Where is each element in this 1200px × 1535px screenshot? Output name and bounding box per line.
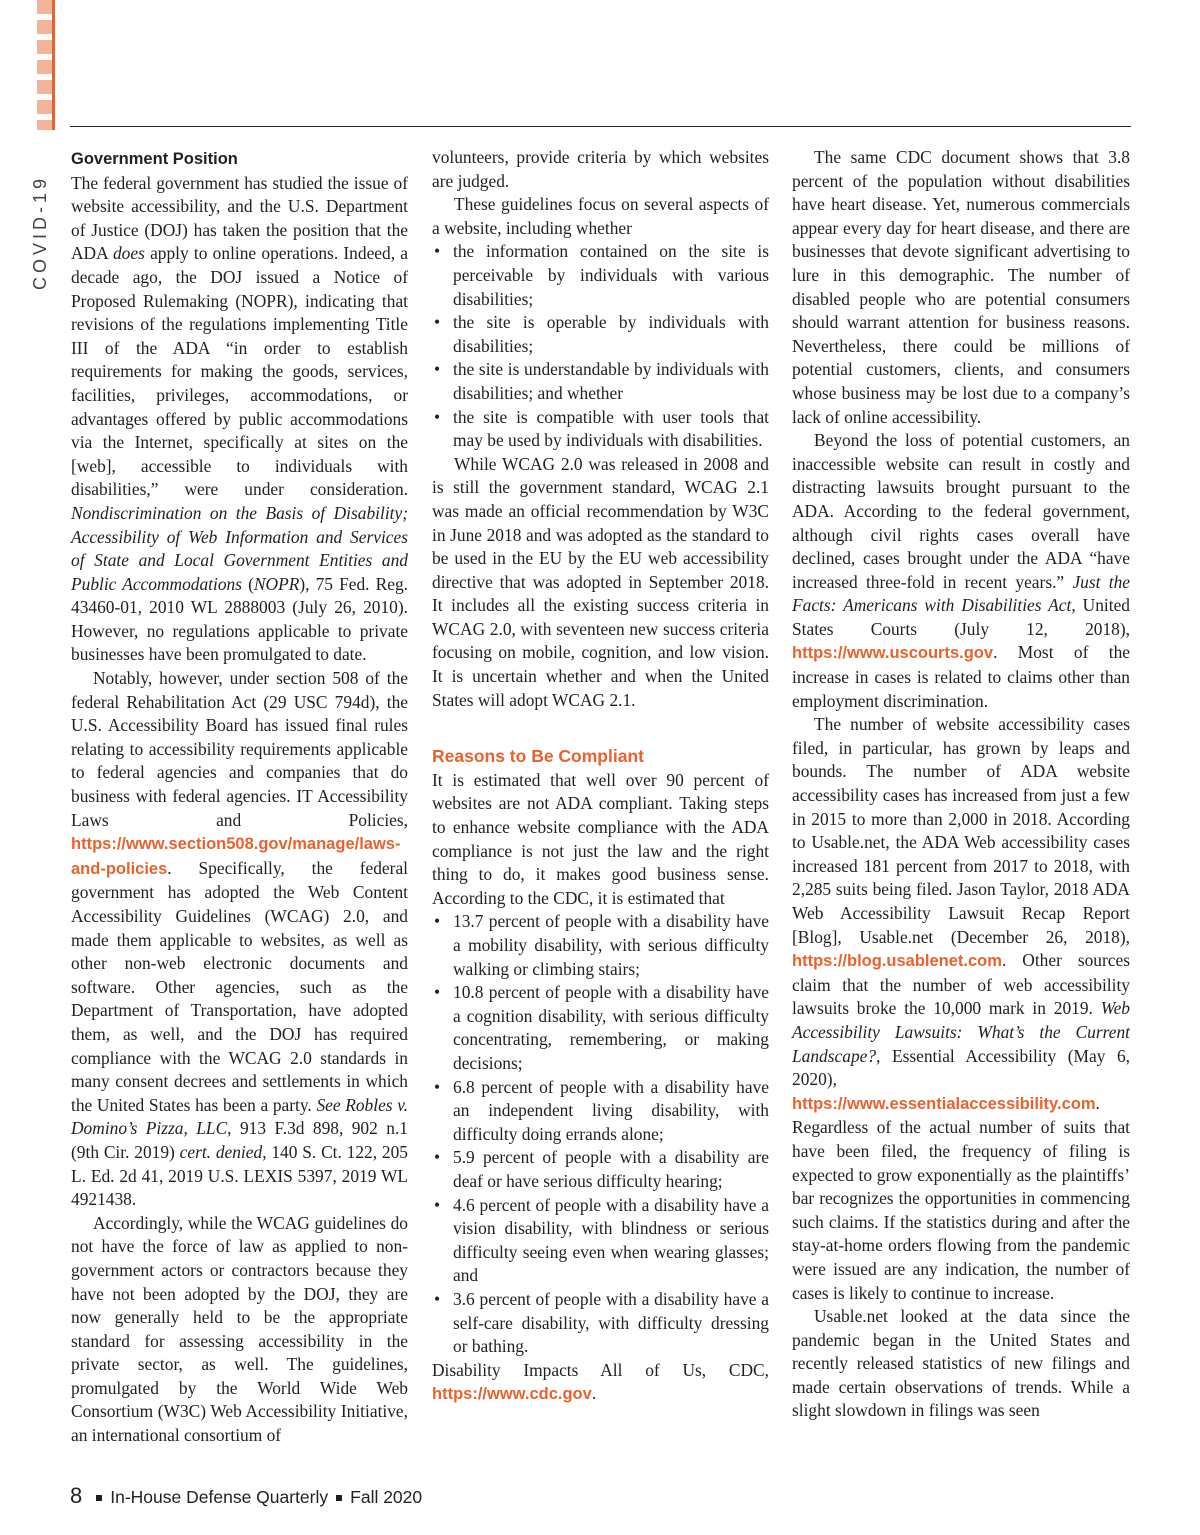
link-uscourts[interactable]: https://www.uscourts.gov: [792, 644, 994, 663]
bullet-list: [432, 910, 769, 1358]
section-label: COVID-19: [30, 174, 50, 290]
list-item: • the site is operable by individuals with disabilities;: [432, 311, 769, 358]
page-footer: [70, 1483, 422, 1509]
page-number: 8: [70, 1483, 83, 1508]
header-rule: [70, 126, 1131, 127]
list-item: • the site is understandable by individuals with disabilities; and whether: [432, 358, 769, 405]
paragraph: The same CDC document shows that 3.8 percent of the population without disabilities have heart disease. Yet, numerous commercials appear every day for heart disease, and there are businesses that devote significant advertising to lure in this demographic. The number of disabled people who are potential consumers should warrant attention for business reasons. Nevertheless, there could be millions of potential customers, clients, and consumers whose business may be lost due to a company’s lack of online accessibility.: [792, 147, 1130, 427]
list-item: • the site is compatible with user tools that may be used by individuals with disabilities.: [432, 406, 769, 453]
issue-date: Fall 2020: [350, 1487, 423, 1507]
link-cdc[interactable]: https://www.cdc.gov: [432, 1385, 592, 1404]
side-accent-line: [52, 0, 55, 130]
link-essentialaccessibility[interactable]: https://www.essentialaccessibility.com: [792, 1094, 1096, 1113]
side-accent-stripe: [37, 0, 53, 130]
heading-reasons-compliant: Reasons to Be Compliant: [432, 746, 644, 767]
bullet-square-icon: [96, 1495, 102, 1501]
bullet-square-icon: [336, 1495, 342, 1501]
paragraph: volunteers, provide criteria by which websites are judged.: [432, 147, 769, 191]
publication-name: In-House Defense Quarterly: [110, 1487, 329, 1507]
column-2: [432, 146, 769, 1407]
list-item: • 13.7 percent of people with a disability have a mobility disability, with serious difficulty walking or climbing stairs;: [432, 910, 769, 981]
paragraph: Beyond the loss of potential customers, an inaccessible website can result in costly and distracting lawsuits brought pursuant to the ADA. According to the federal government, although civil rights cases overall have declined, cases brought under the ADA “have increased three-fold in recent years.” Just the Facts: Americans with Disabilities Act, United States Courts (July 12, 2018), https://www.uscourts.gov. Most of the increase in cases is related to claims other than employment discrimination.: [792, 430, 1131, 711]
list-item: • 4.6 percent of people with a disability have a vision disability, with blindness or serious difficulty seeing even when wearing glasses; and: [432, 1194, 769, 1288]
list-item: • 6.8 percent of people with a disability have an independent living disability, with difficulty doing errands alone;: [432, 1076, 769, 1147]
link-section508[interactable]: https://www.section508.gov/manage/laws-and-policies: [71, 835, 401, 878]
paragraph: These guidelines focus on several aspects of a website, including whether: [432, 194, 769, 238]
bullet-list: [432, 240, 769, 452]
list-item: • 5.9 percent of people with a disability are deaf or have serious difficulty hearing;: [432, 1146, 769, 1193]
link-usablenet[interactable]: https://blog.usablenet.com: [792, 952, 1002, 971]
paragraph: Accordingly, while the WCAG guidelines do not have the force of law as applied to non-government actors or contractors because they have not been adopted by the DOJ, they are now generally held to be the appropriate standard for assessing accessibility in the private sector, as well. The guidelines, promulgated by the World Wide Web Consortium (W3C) Web Accessibility Initiative, an international consortium of: [71, 1212, 408, 1446]
paragraph: Disability Impacts All of Us, CDC, https://www.cdc.gov.: [432, 1359, 769, 1404]
heading-government-position: Government Position: [71, 150, 238, 168]
column-1: [71, 148, 408, 1448]
paragraph: The number of website accessibility cases filed, in particular, has grown by leaps and bounds. The number of ADA website accessibility cases has increased from just a few in 2015 to more than 2,000 in 2018. According to Usable.net, the ADA Web accessibility cases increased 181 percent from 2017 to 2018, with 2,285 suits being filed. Jason Taylor, 2018 ADA Web Accessibility Lawsuit Recap Report [Blog], Usable.net (December 26, 2018), https://blog.usablenet.com. Other sources claim that the number of web accessibility lawsuits broke the 10,000 mark in 2019. Web Accessibility Lawsuits: What’s the Current Landscape?, Essential Accessibility (May 6, 2020), https://www.essentialaccessibility.com. Regardless of the actual number of suits that have been filed, the frequency of filing is expected to grow exponentially as the plaintiffs’ bar recognizes the opportunities in commencing such claims. If the statistics during and after the stay-at-home orders flowing from the pandemic were issued are any indication, the number of cases is likely to continue to increase.: [792, 714, 1130, 1303]
list-item: • the information contained on the site is perceivable by individuals with various disabilities;: [432, 240, 769, 311]
paragraph: While WCAG 2.0 was released in 2008 and is still the government standard, WCAG 2.1 was made an official recommendation by W3C in June 2018 and was adopted as the standard to be used in the EU by the EU web accessibility directive that was adopted in September 2018. It includes all the existing success criteria in WCAG 2.0, with seventeen new success criteria focusing on mobile, cognition, and low vision. It is uncertain whether and when the United States will adopt WCAG 2.1.: [432, 453, 769, 710]
list-item: • 3.6 percent of people with a disability have a self-care disability, with difficulty dressing or bathing.: [432, 1288, 769, 1359]
paragraph: Notably, however, under section 508 of the federal Rehabilitation Act (29 USC 794d), the U.S. Accessibility Board has issued final rules relating to accessibility requirements applicable to federal agencies and companies that do business with federal agencies. IT Accessibility Laws and Policies, https://www.section508.gov/manage/laws-and-policies. Specifically, the federal government has adopted the Web Content Accessibility Guidelines (WCAG) 2.0, and made them applicable to websites, as well as other non-web electronic documents and software. Other agencies, such as the Department of Transportation, have adopted them, as well, and the DOJ has required compliance with the WCAG 2.0 standards in many consent decrees and settlements in which the United States has been a party. See Robles v. Domino’s Pizza, LLC, 913 F.3d 898, 902 n.1 (9th Cir. 2019) cert. denied, 140 S. Ct. 122, 205 L. Ed. 2d 41, 2019 U.S. LEXIS 5397, 2019 WL 4921438.: [71, 668, 409, 1210]
column-3: [792, 146, 1130, 1423]
paragraph: It is estimated that well over 90 percent of websites are not ADA compliant. Taking steps to enhance website compliance with the ADA compliance is not just the law and the right thing to do, it makes good business sense. According to the CDC, it is estimated that: [432, 769, 769, 908]
list-item: • 10.8 percent of people with a disability have a cognition disability, with serious difficulty concentrating, remembering, or making decisions;: [432, 981, 769, 1075]
paragraph: Usable.net looked at the data since the pandemic began in the United States and recently released statistics of new filings and made certain observations of trends. While a slight slowdown in filings was seen: [792, 1306, 1130, 1421]
paragraph: The federal government has studied the issue of website accessibility, and the U.S. Department of Justice (DOJ) has taken the position that the ADA does apply to online operations. Indeed, a decade ago, the DOJ issued a Notice of Proposed Rulemaking (NOPR), indicating that revisions of the regulations implementing Title III of the ADA “in order to establish requirements for making the goods, services, facilities, privileges, accommodations, or advantages offered by public accommodations via the Internet, specifically at sites on the [web], accessible to individuals with disabilities,” were under consideration. Nondiscrimination on the Basis of Disability; Accessibility of Web Information and Services of State and Local Government Entities and Public Accommodations (NOPR), 75 Fed. Reg. 43460-01, 2010 WL 2888003 (July 26, 2010). However, no regulations applicable to private businesses have been promulgated to date.: [71, 172, 408, 665]
